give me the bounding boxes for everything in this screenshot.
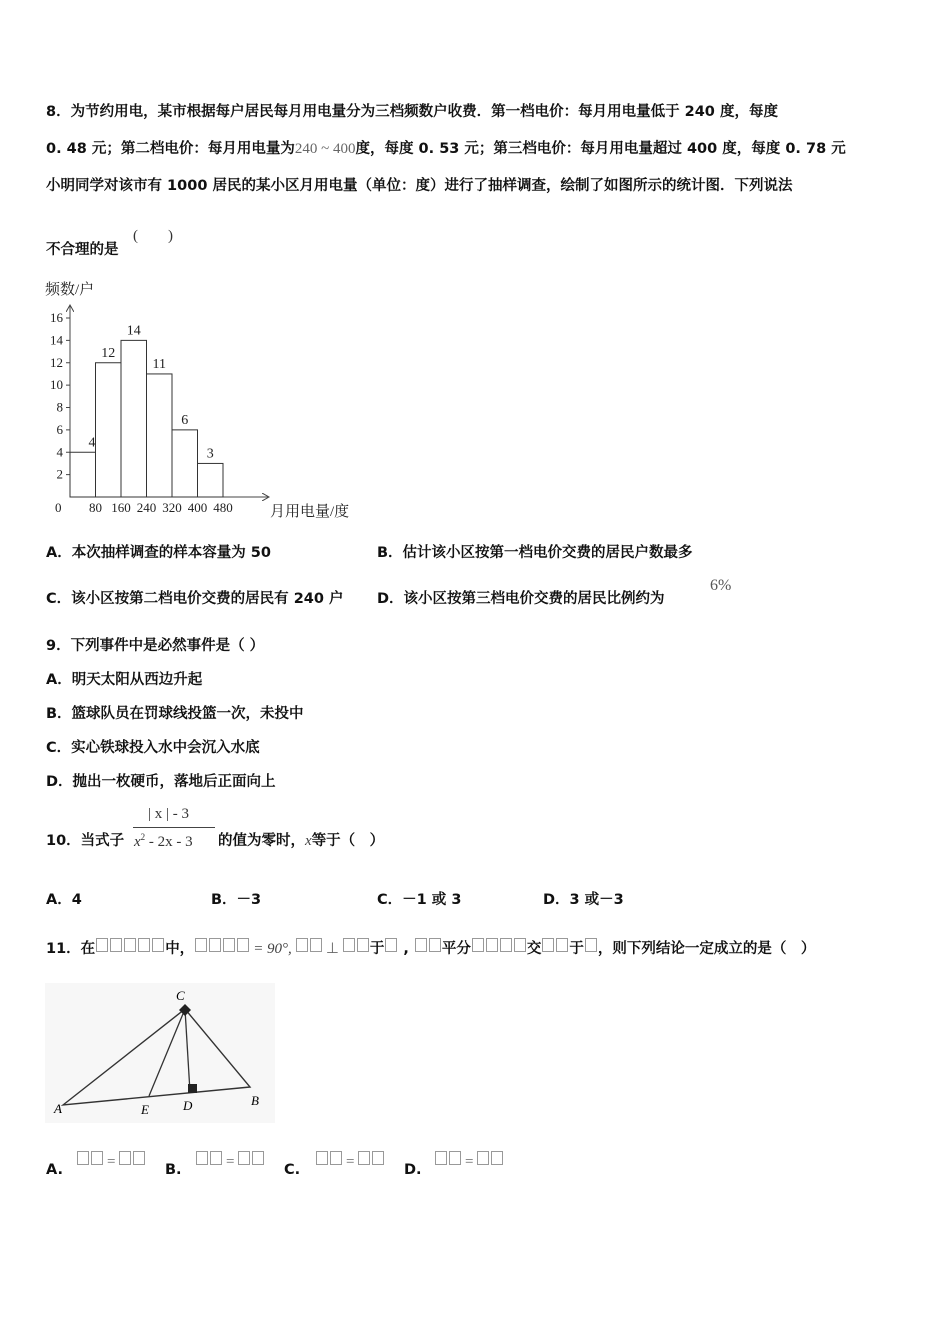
chart-x-tick-label: 480 — [213, 500, 233, 515]
chart-x-tick-label: 160 — [111, 500, 131, 515]
q9-option-a: A．明天太阳从西边升起 — [46, 672, 203, 688]
q9-option-d: D．抛出一枚硬币，落地后正面向上 — [46, 774, 276, 790]
chart-y-tick-label: 12 — [50, 354, 63, 370]
chart-bar-value-label: 6 — [181, 412, 189, 428]
chart-bar — [121, 340, 147, 497]
q11-stem-d: 平分 — [441, 941, 471, 957]
chart-bar-value-label: 14 — [126, 323, 141, 339]
right-angle-mark-d — [188, 1084, 197, 1093]
q8-option-a: A．本次抽样调查的样本容量为 50 — [46, 545, 271, 561]
q10-numerator: | x | - 3 — [148, 806, 190, 822]
q8-line-2 — [46, 139, 846, 159]
q10-var-x: x — [305, 833, 312, 849]
q11-opt-b-label: B. — [165, 1162, 182, 1178]
chart-bar — [172, 430, 198, 497]
q9-option-c: C．实心铁球投入水中会沉入水底 — [46, 740, 260, 756]
q11-eq-a: = — [107, 1154, 116, 1170]
chart-x-label: 月用电量/度 — [270, 504, 350, 520]
chart-bar — [147, 374, 173, 497]
chart-bar-value-label: 12 — [101, 345, 116, 361]
q10-stem-b-text: 的值为零时， — [218, 833, 305, 849]
chart-bar-value-label: 4 — [88, 435, 96, 451]
point-label-c: C — [176, 988, 185, 1003]
q10-option-d: D．3 或－3 — [543, 892, 624, 908]
q10-stem-c: 等于（ ） — [311, 833, 385, 849]
histogram-chart — [40, 276, 400, 526]
q10-den-x: x — [134, 834, 141, 850]
q11-eq-b: = — [226, 1154, 235, 1170]
q11-angle-value: = 90°, — [253, 941, 292, 957]
q8-line-2a: 0. 48 元；第二档电价：每月用电量为 — [46, 141, 295, 157]
point-label-a: A — [54, 1101, 62, 1116]
chart-y-label: 频数/户 — [45, 282, 95, 298]
chart-y-tick-label: 10 — [50, 377, 63, 393]
q8-option-d-percent: 6% — [710, 577, 732, 594]
q10-option-b: B．－3 — [211, 892, 262, 908]
q11-eq-d: = — [465, 1154, 474, 1170]
q10-option-a: A．4 — [46, 892, 82, 908]
point-label-d: D — [183, 1098, 193, 1113]
q11-option-c-expr — [315, 1151, 385, 1172]
q11-perp-symbol: ⊥ — [325, 941, 339, 957]
q11-opt-d-label: D. — [404, 1162, 422, 1178]
q11-stem-e: 交 — [526, 941, 542, 957]
chart-y-tick-label: 16 — [50, 310, 63, 325]
q10-stem-b — [218, 831, 384, 851]
q11-option-b-expr — [195, 1151, 265, 1172]
q8-option-b: B．估计该小区按第一档电价交费的居民户数最多 — [377, 545, 693, 561]
q10-denominator — [134, 832, 193, 851]
q10-option-c: C．－1 或 3 — [377, 892, 462, 908]
q11-opt-a-label: A. — [46, 1162, 63, 1178]
chart-y-tick-label: 2 — [56, 466, 63, 482]
chart-x-tick-label: 320 — [162, 500, 182, 515]
q8-line-4: 不合理的是 — [46, 242, 119, 258]
q9-option-b: B．篮球队员在罚球线投篮一次，未投中 — [46, 706, 304, 722]
point-label-b: B — [251, 1093, 259, 1108]
q10-stem-a: 10．当式子 — [46, 833, 125, 849]
q8-option-d: D．该小区按第三档电价交费的居民比例约为 — [377, 591, 665, 607]
q11-stem-c: 于 — [369, 941, 385, 957]
q8-range: 240 ~ 400 — [294, 141, 356, 157]
q11-stem: 11．在 中， = 90°, ⊥ 于 , 平分 交 于 ，则下列结论一定成立的是（ ） — [46, 938, 815, 959]
q10-den-exp: 2 — [140, 832, 146, 842]
q11-stem-g: ，则下列结论一定成立的是（ ） — [597, 941, 816, 957]
q11-opt-c-label: C. — [284, 1162, 301, 1178]
chart-bar-value-label: 11 — [152, 356, 166, 372]
chart-y-tick-label: 6 — [56, 421, 63, 437]
q11-option-a-expr — [76, 1151, 146, 1172]
q11-eq-c: = — [346, 1154, 355, 1170]
q11-stem-b: 中， — [165, 941, 195, 957]
q11-option-a — [46, 1160, 63, 1180]
q8-option-c: C．该小区按第二档电价交费的居民有 240 户 — [46, 591, 344, 607]
chart-x-tick-label: 240 — [136, 500, 157, 515]
q11-stem-a: 11．在 — [46, 941, 96, 957]
q10-fraction-bar — [133, 827, 215, 828]
chart-y-tick-label: 8 — [56, 399, 63, 415]
chart-x-tick-label: 400 — [187, 500, 208, 515]
chart-origin-label: 0 — [55, 500, 62, 515]
chart-bar-value-label: 3 — [206, 446, 214, 462]
chart-x-tick-label: 80 — [89, 500, 102, 515]
q11-option-b — [165, 1160, 182, 1180]
chart-bar — [198, 463, 224, 497]
q8-line-3: 小明同学对该市有 1000 居民的某小区月用电量（单位：度）进行了抽样调查，绘制了如图所示的统计图．下列说法 — [46, 178, 793, 194]
q9-stem: 9．下列事件中是必然事件是（ ） — [46, 638, 265, 654]
triangle-figure — [45, 983, 275, 1123]
q8-answer-paren: ( ) — [133, 228, 173, 244]
point-label-e: E — [141, 1102, 149, 1117]
chart-bar — [70, 452, 96, 497]
chart-bar — [96, 363, 122, 497]
q11-option-d-expr — [434, 1151, 504, 1172]
chart-y-tick-label: 4 — [56, 444, 63, 460]
q8-line-2b: 度，每度 0. 53 元；第三档电价：每月用电量超过 400 度，每度 0. 78 元 — [355, 141, 846, 157]
q8-line-1: 8．为节约用电，某市根据每户居民每月用电量分为三档频数户收费．第一档电价：每月用电量低于 240 度，每度 — [46, 104, 778, 120]
q11-option-d — [404, 1160, 422, 1180]
chart-y-tick-label: 14 — [50, 332, 63, 348]
q11-option-c — [284, 1160, 300, 1180]
q10-den-rest: - 2x - 3 — [145, 834, 193, 850]
q11-stem-f: 于 — [569, 941, 584, 957]
